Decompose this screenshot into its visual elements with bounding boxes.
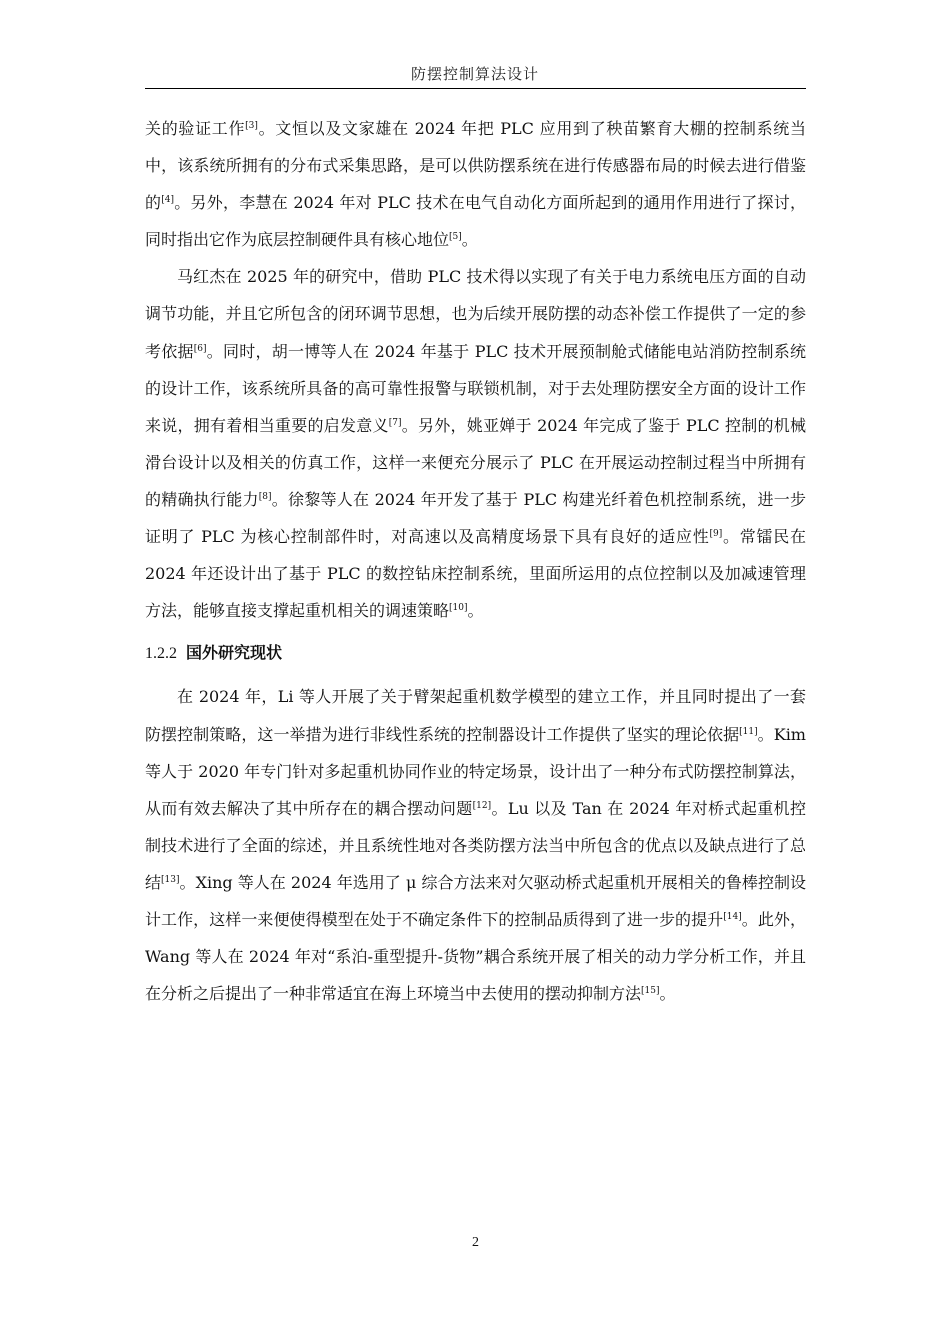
paragraph-text: 。此外，Wang 等人在 2024 年对“系泊-重型提升-货物”耦合系统开展了相关的动力学分析工作，并且在分析之后提出了一种非常适宜在海上环境当中去使用的摆动抑制方法 [145, 909, 806, 1004]
paragraphs-before [145, 110, 806, 629]
page-body [145, 110, 806, 1012]
body-paragraph [145, 258, 806, 629]
paragraph-text: 。另外，姚亚婵于 2024 年完成了鉴于 PLC 控制的机械滑台设计以及相关的仿真工作，这样一来便充分展示了 PLC 在开展运动控制过程当中所拥有的精确执行能力 [145, 415, 806, 509]
paragraph-text: 。 [461, 230, 478, 250]
citation-ref: [14] [723, 911, 742, 922]
section-heading [145, 634, 806, 672]
citation-ref: [5] [449, 232, 462, 243]
citation-ref: [11] [739, 726, 758, 737]
citation-ref: [10] [449, 603, 468, 614]
paragraph-text: 。Kim 等人于 2020 年专门针对多起重机协同作业的特定场景，设计出了一种分布式防摆控制算法，从而有效去解决了其中所存在的耦合摆动问题 [145, 724, 806, 818]
body-paragraph [145, 110, 806, 258]
paragraph-text: 。Lu 以及 Tan 在 2024 年对桥式起重机控制技术进行了全面的综述，并且系统性地对各类防摆方法当中所包含的优点以及缺点进行了总结 [145, 798, 806, 892]
citation-ref: [8] [258, 491, 272, 502]
citation-ref: [3] [245, 121, 258, 131]
paragraphs-after [145, 678, 806, 1012]
citation-ref: [4] [161, 195, 175, 206]
paragraph-text: 关的验证工作 [145, 119, 246, 138]
paragraph-text: 。 [659, 984, 676, 1004]
citation-ref: [9] [709, 529, 723, 540]
paragraph-text: 。徐黎等人在 2024 年开发了基于 PLC 构建光纤着色机控制系统，进一步证明了 PLC 为核心控制部件时，对高速以及高精度场景下具有良好的适应性 [145, 489, 806, 547]
page-number: 2 [472, 1235, 479, 1250]
running-header: 防摆控制算法设计 [410, 65, 539, 83]
paragraph-text: 在 2024 年，Li 等人开展了关于臂架起重机数学模型的建立工作，并且同时提出了一套防摆控制策略，这一举措为进行非线性系统的控制器设计工作提供了坚实的理论依据 [145, 687, 806, 744]
paragraph-text: 马红杰在 2025 年的研究中，借助 PLC 技术得以实现了有关于电力系统电压方面的自动调节功能，并且它所包含的闭环调节思想，也为后续开展防摆的动态补偿工作提供了一定的参考依据 [145, 267, 806, 361]
citation-ref: [6] [193, 343, 207, 354]
header-rule [145, 88, 806, 89]
section-title: 国外研究现状 [186, 643, 283, 663]
paragraph-text: 。 [467, 601, 484, 621]
body-paragraph [145, 678, 806, 1012]
paragraph-text: 。同时，胡一博等人在 2024 年基于 PLC 技术开展预制舱式储能电站消防控制系统的设计工作，该系统所具备的高可靠性报警与联锁机制，对于去处理防摆安全方面的设计工作来说，拥有着相当重要的启发意义 [145, 341, 806, 435]
citation-ref: [15] [641, 986, 660, 997]
citation-ref: [7] [388, 417, 402, 428]
paragraph-text: 。Xing 等人在 2024 年选用了 μ 综合方法来对欠驱动桥式起重机开展相关的鲁棒控制设计工作，这样一来便使得模型在处于不确定条件下的控制品质得到了进一步的提升 [145, 872, 806, 929]
paragraph-text: 。文恒以及文家雄在 2024 年把 PLC 应用到了秧苗繁育大棚的控制系统当中，该系统所拥有的分布式采集思路，是可以供防摆系统在进行传感器布局的时候去进行借鉴的 [145, 119, 806, 213]
paragraph-text: 。另外，李慧在 2024 年对 PLC 技术在电气自动化方面所起到的通用作用进行了探讨，同时指出它作为底层控制硬件具有核心地位 [145, 193, 806, 250]
citation-ref: [12] [472, 800, 492, 811]
section-number: 1.2.2 [145, 645, 177, 663]
citation-ref: [13] [161, 874, 180, 885]
paragraph-text: 。常镭民在 2024 年还设计出了基于 PLC 的数控钻床控制系统，里面所运用的点位控制以及加减速管理方法，能够直接支撑起重机相关的调速策略 [145, 527, 806, 621]
